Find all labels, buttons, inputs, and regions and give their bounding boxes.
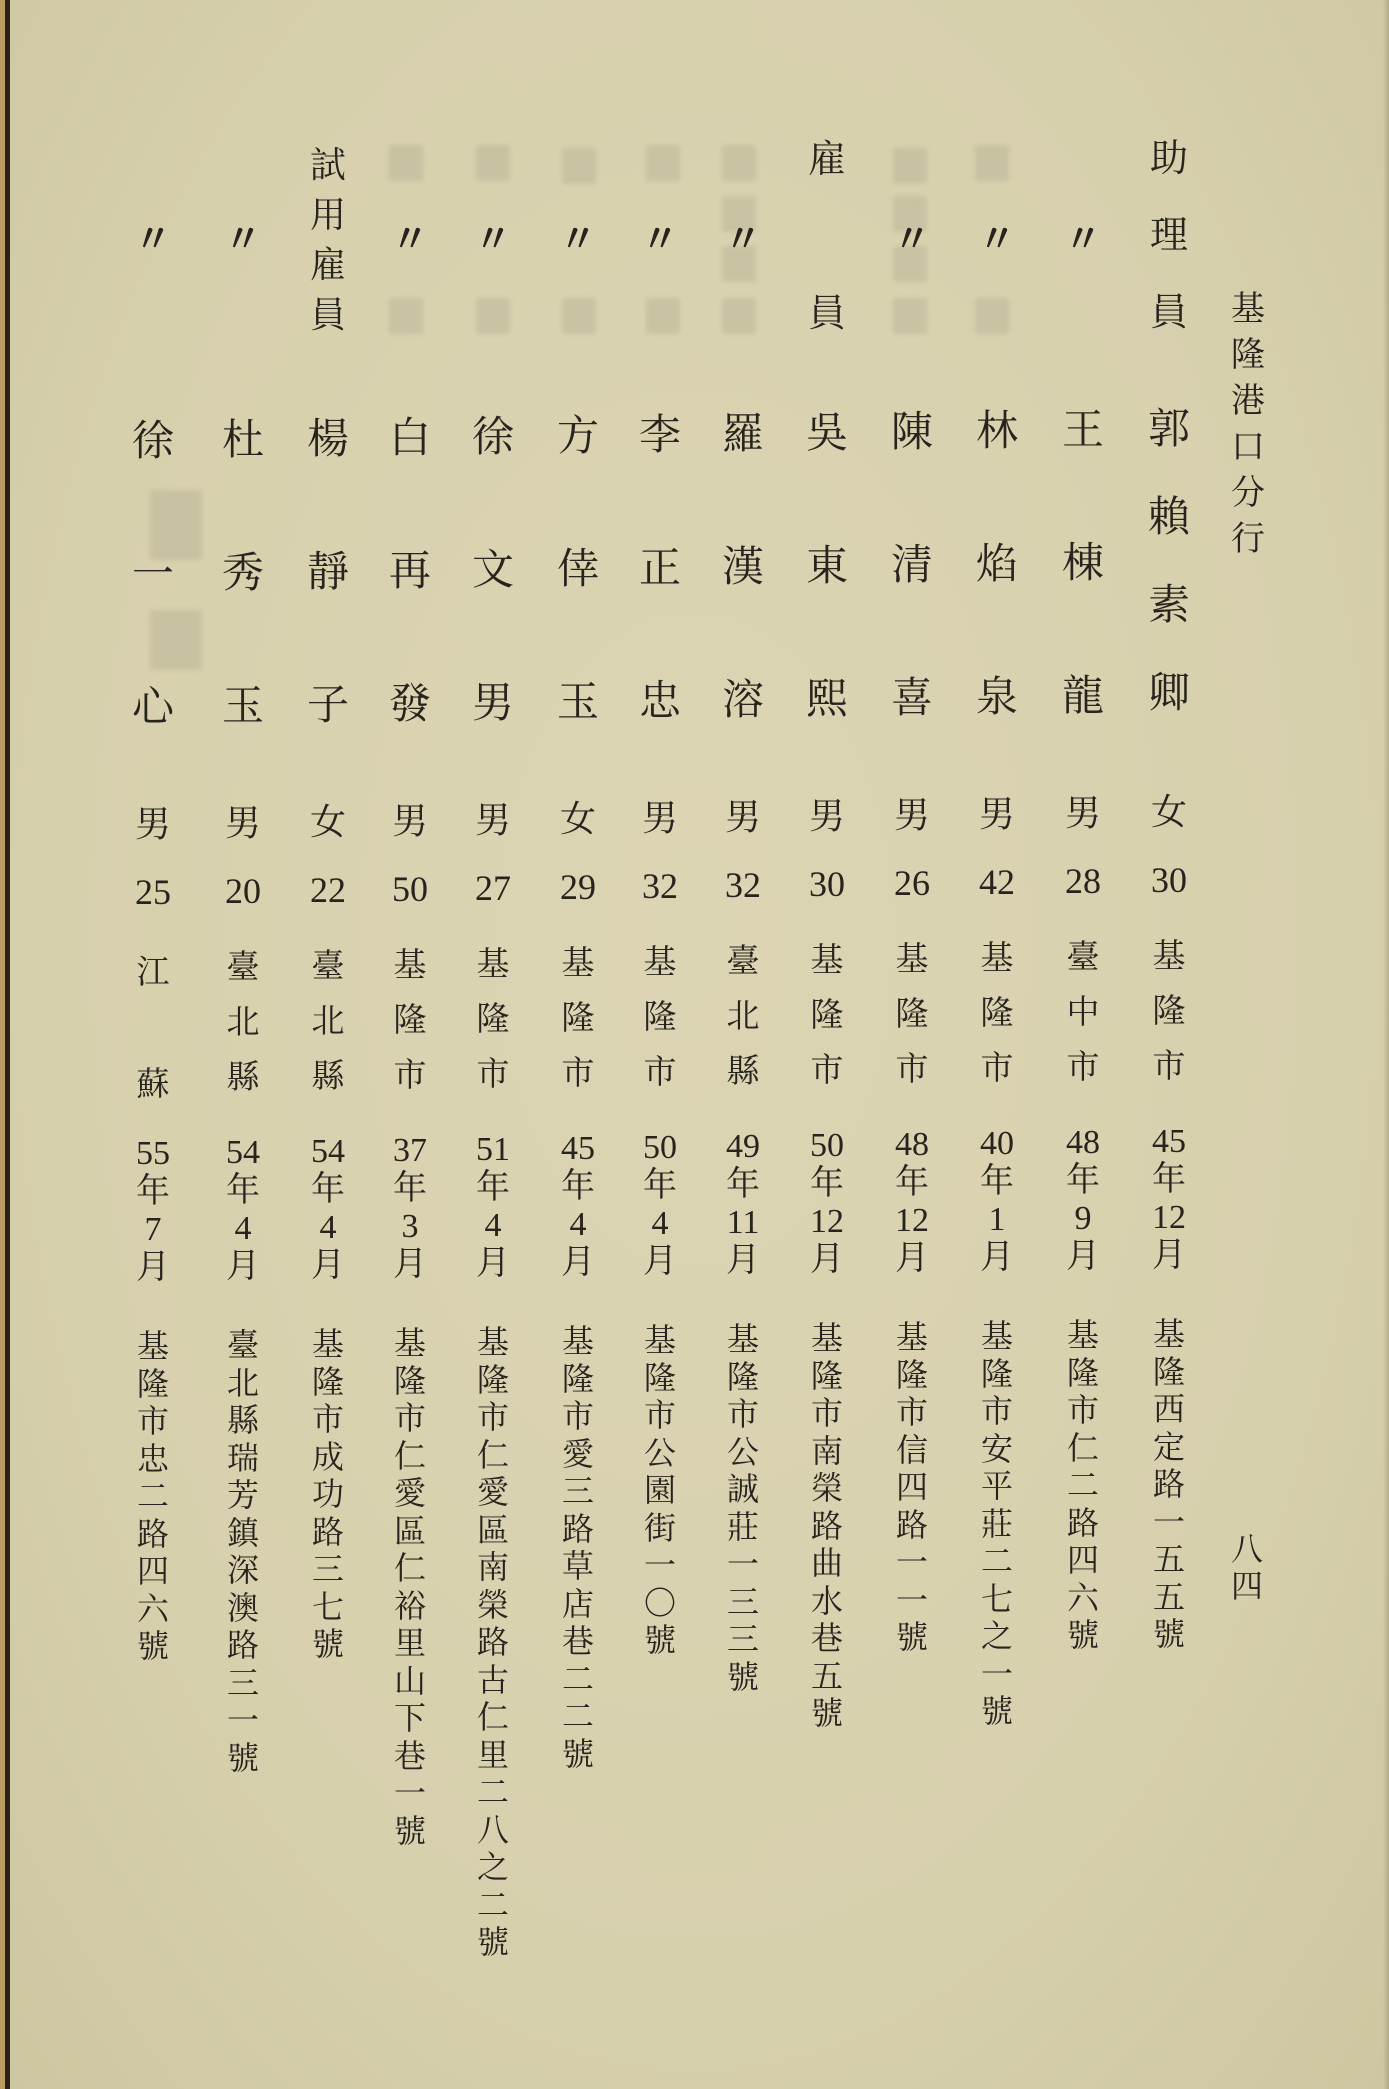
age: 30 [809, 864, 845, 904]
staff-name: 郭賴素卿 [1147, 407, 1190, 717]
staff-name: 方倖玉 [556, 414, 599, 726]
birthplace: 基隆市 [643, 945, 677, 1091]
sex: 女 [559, 799, 596, 839]
join-date: 45年12月 [1151, 1123, 1186, 1274]
age: 22 [310, 870, 346, 910]
age: 26 [894, 863, 930, 903]
show-through-ghost [722, 298, 756, 334]
staff-name: 羅漢溶 [721, 412, 764, 724]
show-through-ghost [722, 145, 756, 181]
age: 42 [979, 862, 1015, 902]
birthplace: 江蘇 [136, 955, 170, 1103]
address: 基隆市愛三路草店巷二二號 [561, 1323, 594, 1772]
join-date: 54年4月 [225, 1134, 260, 1285]
birthplace: 臺北縣 [226, 950, 260, 1096]
age: 25 [135, 872, 171, 912]
binding-edge-line [5, 0, 10, 2089]
sex: 女 [309, 802, 346, 842]
show-through-ghost [562, 148, 596, 184]
birthplace: 臺中市 [1066, 940, 1100, 1086]
join-date: 48年12月 [894, 1126, 929, 1277]
birthplace: 基隆市 [980, 941, 1014, 1087]
birthplace: 基隆市 [393, 948, 427, 1094]
join-date: 49年11月 [725, 1128, 760, 1279]
staff-name: 楊靜子 [306, 417, 349, 729]
page-number: 八四 [1230, 1531, 1263, 1604]
address: 基隆市忠二路四六號 [136, 1328, 169, 1664]
sex: 男 [224, 803, 261, 843]
show-through-ghost [646, 145, 680, 181]
sex: 男 [474, 800, 511, 840]
birthplace: 基隆市 [895, 942, 929, 1088]
join-date: 37年3月 [392, 1132, 427, 1283]
show-through-ghost [389, 298, 423, 334]
sex: 男 [134, 804, 171, 844]
age: 29 [560, 867, 596, 907]
join-date: 45年4月 [560, 1130, 595, 1281]
join-date: 48年9月 [1065, 1124, 1100, 1275]
ditto-mark: 〃 [390, 219, 430, 261]
sex: 男 [808, 796, 845, 836]
address: 基隆市信四路一一號 [895, 1319, 928, 1655]
show-through-ghost [562, 298, 596, 334]
birthplace: 基隆市 [561, 946, 595, 1092]
ditto-mark: 〃 [892, 219, 932, 261]
join-date: 50年4月 [642, 1129, 677, 1280]
sex: 男 [724, 797, 761, 837]
address: 基隆西定路一五五號 [1152, 1316, 1185, 1652]
section-title: 基隆港口分行 [1230, 291, 1265, 558]
age: 32 [642, 866, 678, 906]
address: 基隆市仁二路四六號 [1066, 1317, 1099, 1653]
join-date: 54年4月 [310, 1133, 345, 1284]
sex: 男 [1064, 793, 1101, 833]
address: 基隆市成功路三七號 [311, 1326, 344, 1662]
birthplace: 臺北縣 [311, 949, 345, 1095]
address: 基隆市仁愛區仁裕里山下巷一號 [393, 1325, 426, 1849]
ditto-mark: 〃 [640, 219, 680, 261]
join-date: 40年1月 [979, 1125, 1014, 1276]
address: 臺北縣瑞芳鎮深澳路三一號 [226, 1327, 259, 1776]
staff-name: 徐文男 [471, 415, 514, 727]
staff-name: 白再發 [388, 416, 431, 728]
sex: 男 [978, 794, 1015, 834]
ditto-mark: 〃 [977, 219, 1017, 261]
show-through-ghost [893, 148, 927, 184]
ditto-mark: 〃 [558, 219, 598, 261]
ditto-mark: 〃 [133, 219, 173, 261]
birthplace: 基隆市 [1152, 939, 1186, 1085]
address: 基隆市安平莊二七之一號 [980, 1318, 1013, 1729]
staff-name: 吳東熙 [805, 411, 848, 723]
birthplace: 臺北縣 [726, 944, 760, 1090]
show-through-ghost [975, 298, 1009, 334]
job-title: 助理員 [1149, 138, 1189, 334]
show-through-ghost [389, 145, 423, 181]
show-through-ghost [476, 145, 510, 181]
staff-name: 陳清喜 [890, 410, 933, 722]
birthplace: 基隆市 [810, 943, 844, 1089]
show-through-ghost [975, 145, 1009, 181]
page-edge-shadow [1383, 0, 1389, 2089]
sex: 男 [641, 798, 678, 838]
ditto-mark: 〃 [473, 219, 513, 261]
staff-name: 王棟龍 [1061, 408, 1104, 720]
staff-name: 杜秀玉 [221, 418, 264, 730]
join-date: 55年7月 [135, 1135, 170, 1286]
address: 基隆市仁愛區南榮路古仁里二八之二號 [476, 1324, 509, 1960]
age: 28 [1065, 861, 1101, 901]
show-through-ghost [476, 298, 510, 334]
sex: 女 [1150, 792, 1187, 832]
join-date: 51年4月 [475, 1131, 510, 1282]
show-through-ghost [646, 298, 680, 334]
address: 基隆市公誠莊一三三號 [726, 1321, 759, 1695]
birthplace: 基隆市 [476, 947, 510, 1093]
age: 32 [725, 865, 761, 905]
ditto-mark: 〃 [223, 219, 263, 261]
age: 30 [1151, 860, 1187, 900]
job-title: 試用雇員 [309, 145, 346, 335]
join-date: 50年12月 [809, 1127, 844, 1278]
job-title: 雇員 [807, 139, 847, 335]
age: 27 [475, 868, 511, 908]
sex: 男 [893, 795, 930, 835]
ditto-mark: 〃 [1063, 219, 1103, 261]
sex: 男 [391, 801, 428, 841]
staff-name: 徐一心 [131, 419, 174, 731]
address: 基隆市公園街一〇號 [643, 1322, 676, 1658]
age: 50 [392, 869, 428, 909]
ditto-mark: 〃 [723, 219, 763, 261]
age: 20 [225, 871, 261, 911]
address: 基隆市南榮路曲水巷五號 [810, 1320, 843, 1731]
staff-name: 李正忠 [638, 413, 681, 725]
show-through-ghost [893, 298, 927, 334]
staff-name: 林焰泉 [975, 409, 1018, 721]
